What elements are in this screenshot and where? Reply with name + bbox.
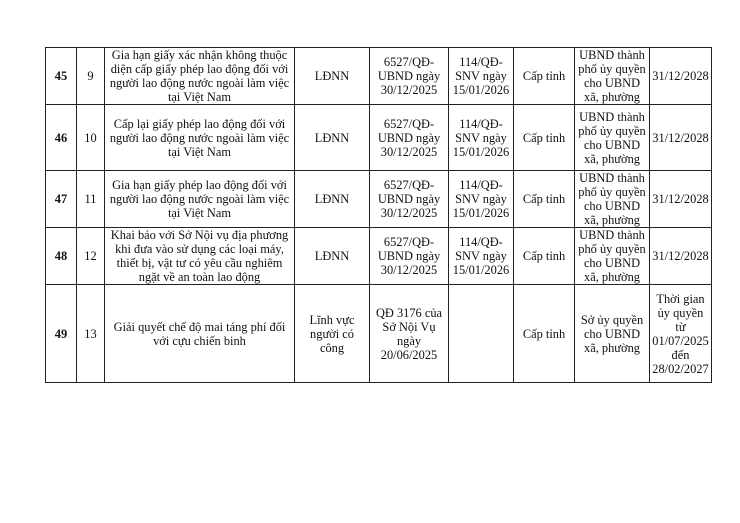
sub-number: 11 [77, 171, 105, 228]
decision: 6527/QĐ-UBND ngày 30/12/2025 [370, 105, 449, 171]
decision: 6527/QĐ-UBND ngày 30/12/2025 [370, 48, 449, 105]
row-number: 49 [46, 285, 77, 383]
document: 114/QĐ-SNV ngày 15/01/2026 [449, 228, 514, 285]
table-row [46, 48, 712, 105]
procedures-table [45, 47, 712, 383]
deadline: 31/12/2028 [650, 105, 712, 171]
level: Cấp tỉnh [514, 105, 575, 171]
sub-number: 9 [77, 48, 105, 105]
authority: UBND thành phố ủy quyền cho UBND xã, phường [575, 228, 650, 285]
field: LĐNN [295, 228, 370, 285]
table-row [46, 171, 712, 228]
level: Cấp tỉnh [514, 228, 575, 285]
sub-number: 12 [77, 228, 105, 285]
row-number: 46 [46, 105, 77, 171]
procedure-name: Gia hạn giấy phép lao động đối với người lao động nước ngoài làm việc tại Việt Nam [105, 171, 295, 228]
authority: UBND thành phố ủy quyền cho UBND xã, phường [575, 105, 650, 171]
row-number: 45 [46, 48, 77, 105]
field: LĐNN [295, 171, 370, 228]
decision: QĐ 3176 của Sở Nội Vụ ngày 20/06/2025 [370, 285, 449, 383]
sub-number: 10 [77, 105, 105, 171]
level: Cấp tỉnh [514, 285, 575, 383]
document [449, 285, 514, 383]
procedure-name: Gia hạn giấy xác nhận không thuộc diện cấp giấy phép lao động đối với người lao động nước ngoài làm việc tại Việt Nam [105, 48, 295, 105]
row-number: 48 [46, 228, 77, 285]
level: Cấp tỉnh [514, 171, 575, 228]
deadline: Thời gian ủy quyền từ 01/07/2025 đến 28/02/2027 [650, 285, 712, 383]
row-number: 47 [46, 171, 77, 228]
sub-number: 13 [77, 285, 105, 383]
document: 114/QĐ-SNV ngày 15/01/2026 [449, 171, 514, 228]
table-row [46, 105, 712, 171]
field: Lĩnh vực người có công [295, 285, 370, 383]
deadline: 31/12/2028 [650, 48, 712, 105]
procedure-name: Khai báo với Sở Nội vụ địa phương khi đưa vào sử dụng các loại máy, thiết bị, vật tư có yêu cầu nghiêm ngặt về an toàn lao động [105, 228, 295, 285]
level: Cấp tỉnh [514, 48, 575, 105]
authority: UBND thành phố ủy quyền cho UBND xã, phường [575, 171, 650, 228]
authority: Sở ủy quyền cho UBND xã, phường [575, 285, 650, 383]
document: 114/QĐ-SNV ngày 15/01/2026 [449, 105, 514, 171]
deadline: 31/12/2028 [650, 228, 712, 285]
authority: UBND thành phố ủy quyền cho UBND xã, phường [575, 48, 650, 105]
procedure-name: Cấp lại giấy phép lao động đối với người lao động nước ngoài làm việc tại Việt Nam [105, 105, 295, 171]
table-row [46, 228, 712, 285]
procedure-name: Giải quyết chế độ mai táng phí đối với cựu chiến binh [105, 285, 295, 383]
table-row [46, 285, 712, 383]
field: LĐNN [295, 105, 370, 171]
decision: 6527/QĐ-UBND ngày 30/12/2025 [370, 171, 449, 228]
field: LĐNN [295, 48, 370, 105]
decision: 6527/QĐ-UBND ngày 30/12/2025 [370, 228, 449, 285]
document: 114/QĐ-SNV ngày 15/01/2026 [449, 48, 514, 105]
deadline: 31/12/2028 [650, 171, 712, 228]
